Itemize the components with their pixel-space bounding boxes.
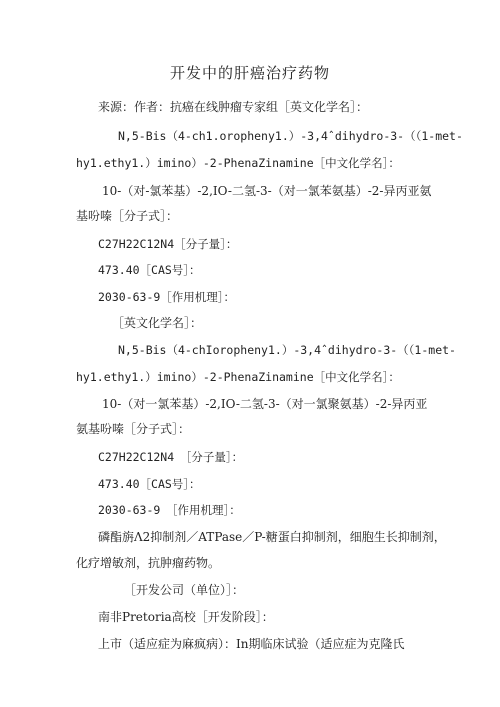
- developer-line: 南非Pretoria高校［开发阶段］：: [98, 610, 274, 624]
- cas-number-repeat-line: 2030-63-9 ［作用机理］：: [98, 503, 241, 517]
- molecular-formula-line: C27H22C12N4［分子量］：: [98, 237, 238, 251]
- english-chemical-name-line-1: N,5-Bis（4-ch1.oropheny1.）-3,4ˆdihydro-3-（（1-met-: [118, 129, 463, 143]
- molecular-weight-repeat-line: 473.40［CAS号］：: [98, 477, 201, 491]
- mechanism-line-1: 磷酯旃Λ2抑制剂／ATPase／P-糖蛋白抑制剂，细胞生长抑制剂，: [98, 530, 446, 544]
- english-chemical-name-repeat-line-1: N,5-Bis（4-chIoropheny1.）-3,4ˆdihydro-3-（（1-met-: [118, 343, 456, 357]
- source-line: 来源：作者：抗癌在线肿瘤专家组［英文化学名］：: [98, 100, 369, 114]
- chinese-chemical-name-line-1: 10-（对-氯苯基）-2,IO-二氢-3-（对一氯苯氨基）-2-异丙亚氨: [102, 184, 432, 198]
- molecular-formula-repeat-line: C27H22C12N4 ［分子量］：: [98, 450, 244, 464]
- english-chemical-name-line-2: hy1.ethy1.）imino）-2-PhenaZinamine［中文化学名］：: [76, 156, 400, 170]
- mechanism-line-2: 化疗增敏剂，抗肿瘤药物。: [76, 556, 221, 570]
- cas-number-line: 2030-63-9［作用机理］：: [98, 290, 236, 304]
- chinese-chemical-name-repeat-line-2: 氨基吩嗪［分子式］：: [76, 422, 191, 436]
- developer-heading: ［开发公司（单位）］：: [124, 583, 245, 597]
- english-chemical-name-heading: ［英文化学名］：: [112, 316, 203, 330]
- molecular-weight-line: 473.40［CAS号］：: [98, 263, 201, 277]
- english-chemical-name-repeat-line-2: hy1.ethy1.）imino）-2-PhenaZinamine［中文化学名］：: [76, 370, 400, 384]
- development-stage-line: 上市（适应症为麻疯病）：In期临床试验（适应症为克隆氏: [98, 637, 405, 651]
- document-title: 开发中的肝癌治疗药物: [169, 64, 330, 82]
- chinese-chemical-name-line-2: 基吩嗪［分子式］：: [76, 209, 179, 223]
- chinese-chemical-name-repeat-line-1: 10-（对一氯苯基）-2,IO-二氢-3-（对一氯聚氨基）-2-异丙亚: [102, 397, 428, 411]
